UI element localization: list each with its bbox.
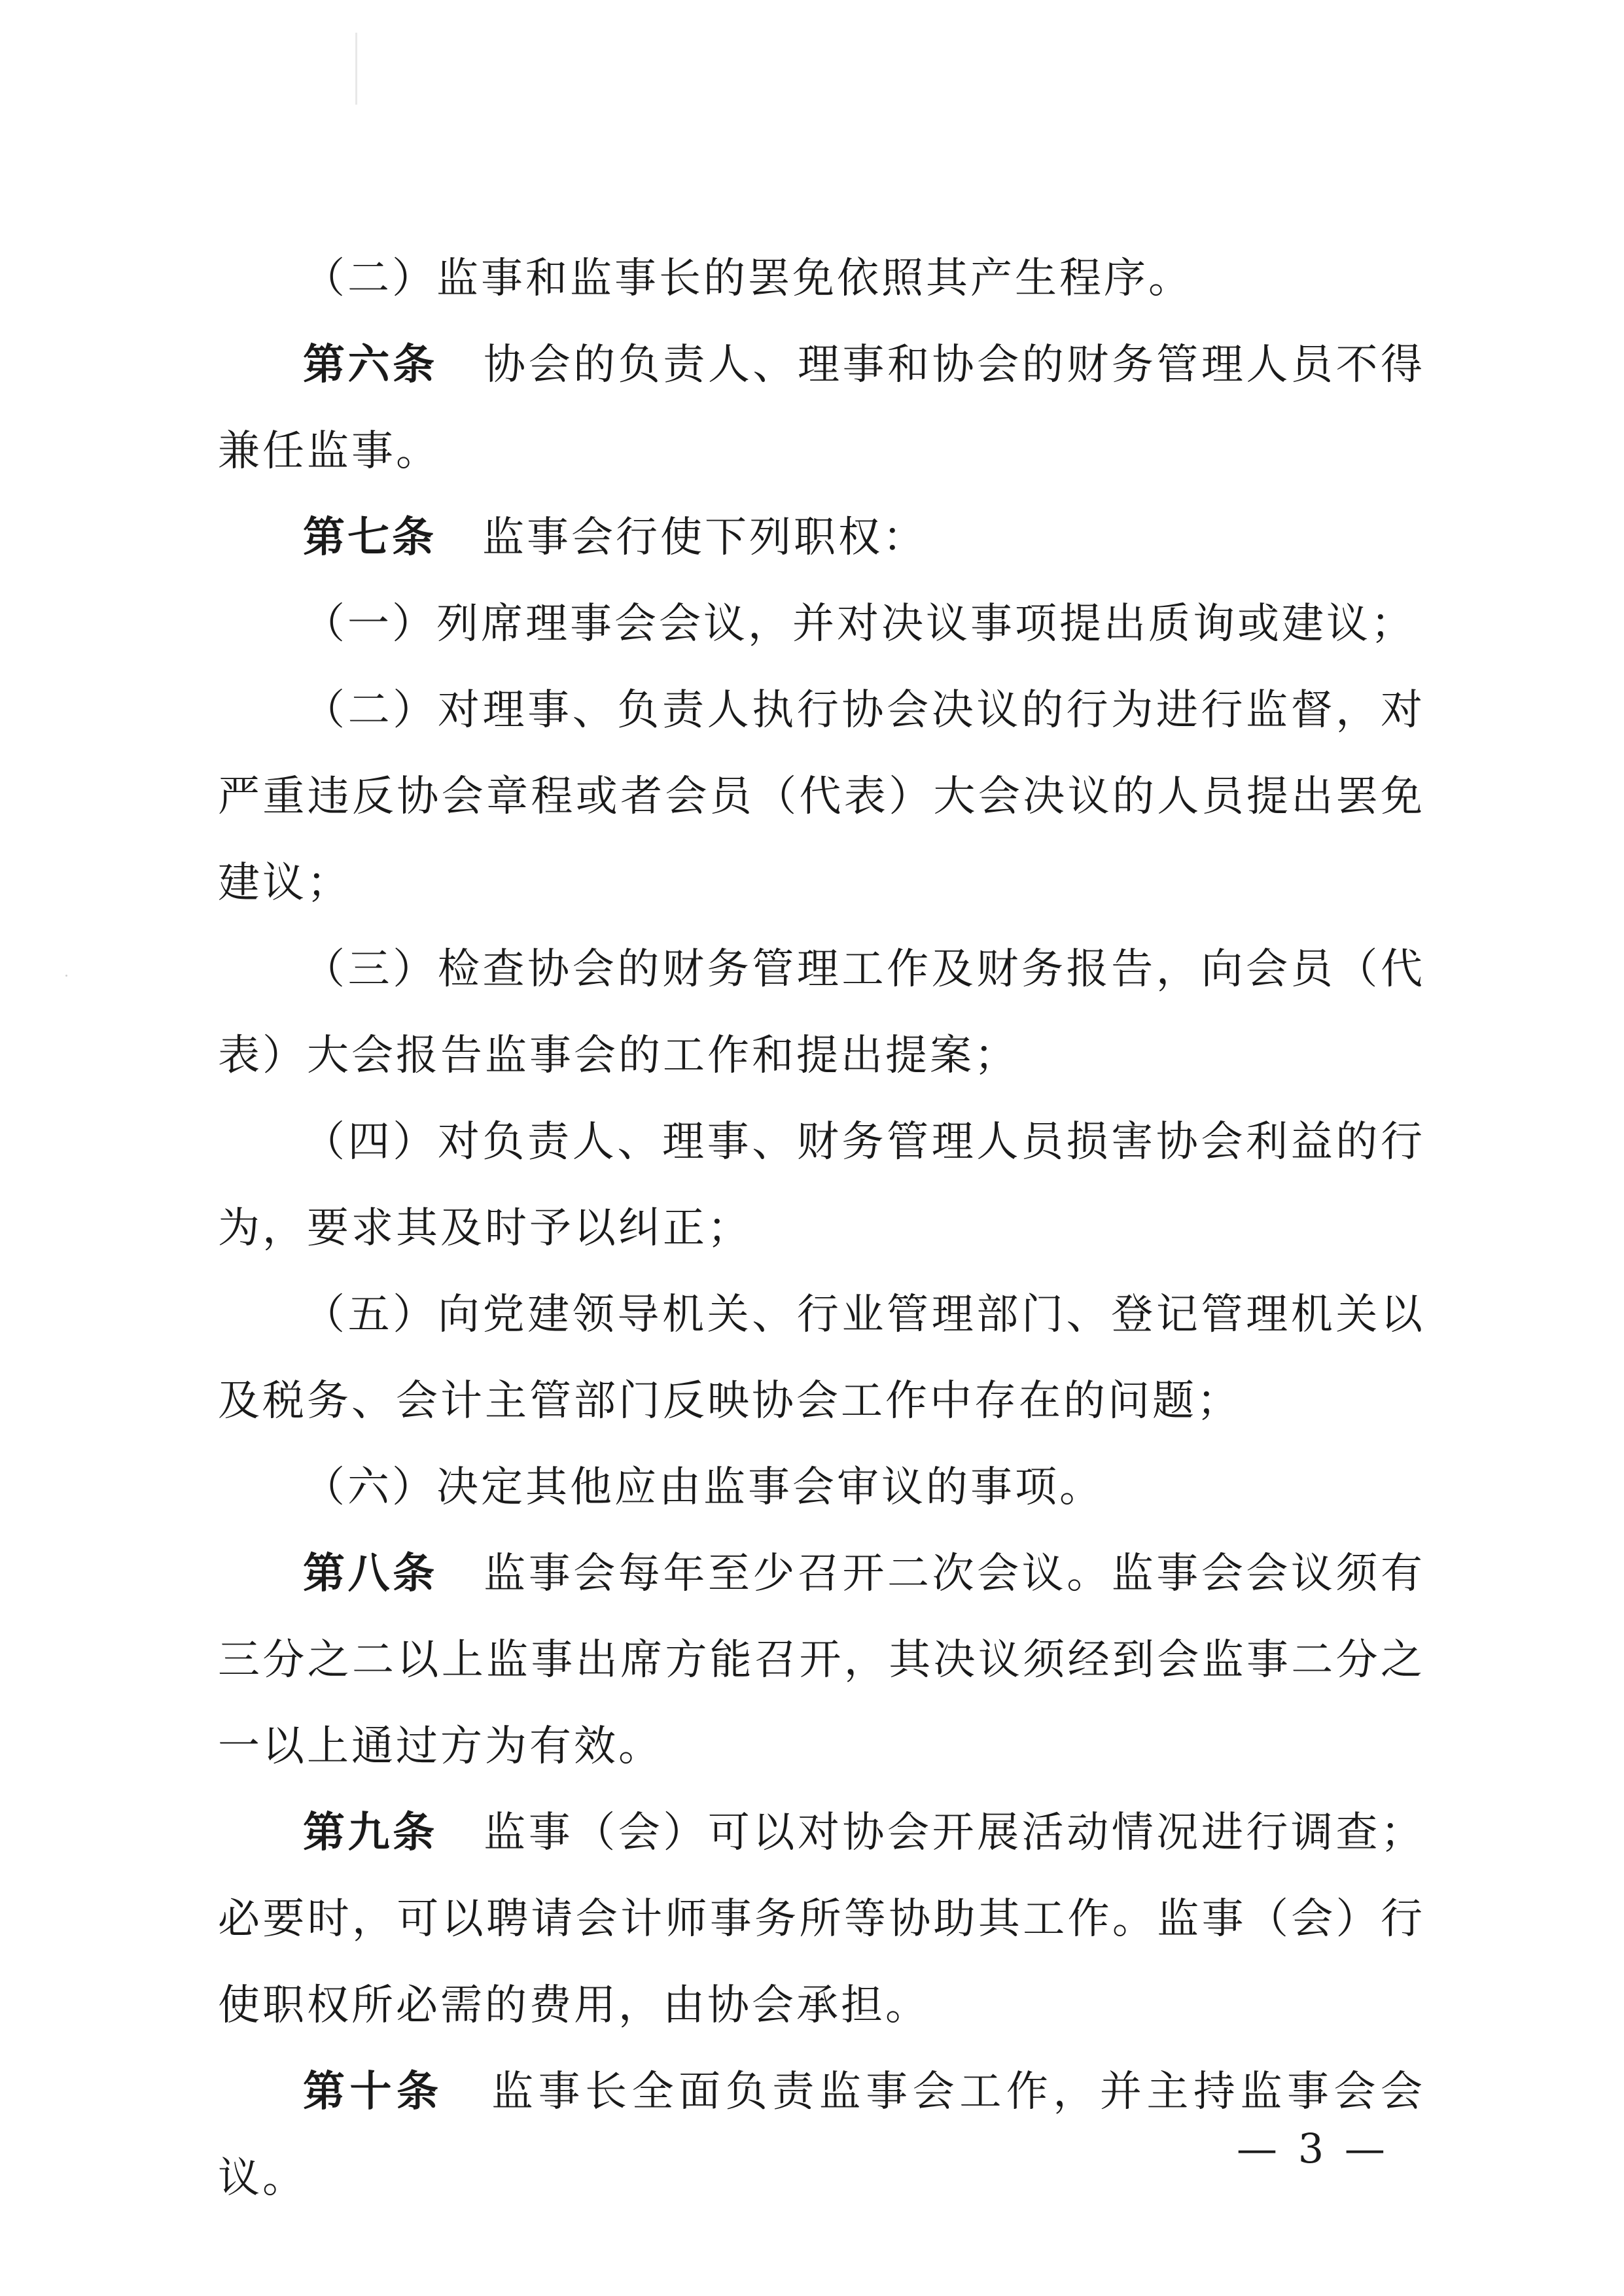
article-label: 第八条	[303, 1550, 438, 1598]
paragraph-text: 协会的负责人、理事和协会的财务管理人员不得兼任监事。	[218, 341, 1425, 476]
article-7	[218, 495, 1425, 581]
page-number: — 3 —	[1237, 2125, 1389, 2172]
scan-artifact	[355, 33, 357, 105]
paragraph-text: （二）对理事、负责人执行协会决议的行为进行监督，对严重违反协会章程或者会员（代表）大会决议的人员提出罢免建议；	[218, 686, 1425, 907]
article-7-item-3	[218, 926, 1425, 1099]
article-7-item-4	[218, 1099, 1425, 1272]
paragraph-text: （三）检查协会的财务管理工作及财务报告，向会员（代表）大会报告监事会的工作和提出提案；	[218, 945, 1425, 1080]
scan-artifact-dot	[65, 975, 67, 977]
paragraph-text: （二）监事和监事长的罢免依照其产生程序。	[303, 254, 1193, 303]
paragraph-text: 监事会每年至少召开二次会议。监事会会议须有三分之二以上监事出席方能召开，其决议须经到会监事二分之一以上通过方为有效。	[218, 1550, 1425, 1771]
article-7-item-5	[218, 1272, 1425, 1444]
article-label: 第七条	[303, 513, 436, 562]
article-label: 第六条	[303, 341, 438, 389]
article-label: 第十条	[303, 2068, 444, 2116]
paragraph-text: 监事长全面负责监事会工作，并主持监事会会议。	[218, 2068, 1426, 2202]
paragraph-text: （四）对负责人、理事、财务管理人员损害协会利益的行为，要求其及时予以纠正；	[218, 1118, 1425, 1253]
paragraph-text: 监事（会）可以对协会开展活动情况进行调查；必要时，可以聘请会计师事务所等协助其工作。监事（会）行使职权所必需的费用，由协会承担。	[218, 1809, 1425, 2030]
article-9	[218, 1790, 1425, 2049]
article-7-item-2	[218, 667, 1425, 926]
article-7-item-6	[218, 1444, 1425, 1531]
article-6	[218, 322, 1425, 495]
article-label: 第九条	[303, 1809, 438, 1857]
paragraph-text: 监事会行使下列职权：	[482, 513, 927, 562]
article-8	[218, 1531, 1425, 1790]
paragraph-text: （五）向党建领导机关、行业管理部门、登记管理机关以及税务、会计主管部门反映协会工作中存在的问题；	[218, 1291, 1425, 1425]
article-7-item-1	[218, 581, 1425, 667]
document-body	[218, 235, 1425, 2221]
paragraph-text: （六）决定其他应由监事会审议的事项。	[303, 1463, 1104, 1512]
paragraph-text: （一）列席理事会会议，并对决议事项提出质询或建议；	[303, 600, 1415, 648]
paragraph-0	[218, 235, 1425, 322]
